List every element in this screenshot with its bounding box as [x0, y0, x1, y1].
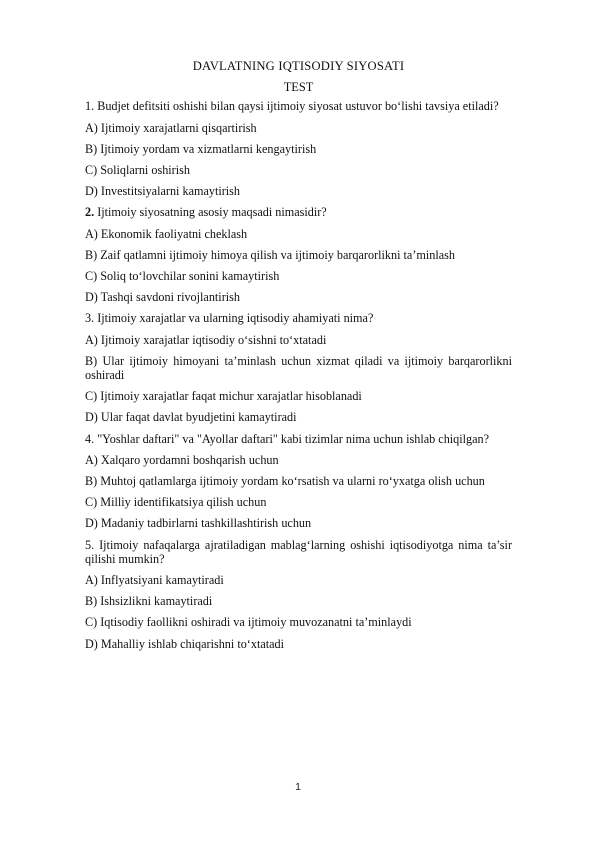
question-2-option-a: A) Ekonomik faoliyatni cheklash	[85, 226, 248, 241]
question-5-option-d: D) Mahalliy ishlab chiqarishni to‘xtatadi	[85, 636, 285, 651]
question-number: 2.	[85, 205, 95, 220]
question-number: 1.	[85, 99, 95, 114]
question-1-option-a: A) Ijtimoiy xarajatlarni qisqartirish	[85, 120, 257, 135]
question-text: Ijtimoiy xarajatlar va ularning iqtisodiy ahamiyati nima?	[97, 311, 374, 326]
question-1	[85, 99, 512, 113]
question-1-option-b: B) Ijtimoiy yordam va xizmatlarni kengaytirish	[85, 141, 317, 156]
question-number: 4.	[85, 431, 95, 446]
question-text: Ijtimoiy nafaqalarga ajratiladigan mablag‘larning oshishi iqtisodiyotga nima ta’sir qilishi mumkin?	[85, 537, 512, 566]
page-number: 1	[295, 781, 301, 793]
question-2-option-c: C) Soliq to‘lovchilar sonini kamaytirish	[85, 269, 280, 284]
question-3	[85, 311, 512, 325]
question-3-option-a: A) Ijtimoiy xarajatlar iqtisodiy o‘sishni to‘xtatadi	[85, 332, 327, 347]
question-4-option-c: C) Milliy identifikatsiya qilish uchun	[85, 495, 267, 510]
question-3-option-d: D) Ular faqat davlat byudjetini kamaytiradi	[85, 410, 297, 425]
document-title: DAVLATNING IQTISODIY SIYOSATI	[192, 59, 405, 73]
question-1-option-c: C) Soliqlarni oshirish	[85, 163, 190, 178]
question-5	[85, 538, 512, 566]
question-1-option-d: D) Investitsiyalarni kamaytirish	[85, 184, 241, 199]
question-5-option-a: A) Inflyatsiyani kamaytiradi	[85, 573, 224, 588]
question-4-option-b: B) Muhtoj qatlamlarga ijtimoiy yordam ko‘rsatish va ularni ro‘yxatga olish uchun	[85, 474, 485, 489]
document-content	[85, 59, 512, 658]
question-number: 5.	[85, 537, 95, 552]
question-3-option-b: B) Ular ijtimoiy himoyani ta’minlash uchun xizmat qiladi va ijtimoiy barqarorlikni oshiradi	[85, 353, 512, 383]
question-4-option-a: A) Xalqaro yordamni boshqarish uchun	[85, 452, 279, 467]
question-5-option-b: B) Ishsizlikni kamaytiradi	[85, 594, 213, 609]
question-number: 3.	[85, 311, 95, 326]
question-3-option-c: C) Ijtimoiy xarajatlar faqat michur xarajatlar hisoblanadi	[85, 389, 362, 404]
question-2-option-d: D) Tashqi savdoni rivojlantirish	[85, 290, 240, 305]
question-2-option-b: B) Zaif qatlamni ijtimoiy himoya qilish va ijtimoiy barqarorlikni ta’minlash	[85, 247, 455, 262]
question-2	[85, 205, 512, 219]
question-5-option-c: C) Iqtisodiy faollikni oshiradi va ijtimoiy muvozanatni ta’minlaydi	[85, 615, 412, 630]
document-subtitle: TEST	[283, 80, 314, 95]
question-4-option-d: D) Madaniy tadbirlarni tashkillashtirish uchun	[85, 516, 312, 531]
question-4	[85, 432, 512, 446]
question-text: Ijtimoiy siyosatning asosiy maqsadi nimasidir?	[97, 205, 327, 220]
question-text: "Yoshlar daftari" va "Ayollar daftari" kabi tizimlar nima uchun ishlab chiqilgan?	[97, 431, 490, 446]
question-text: Budjet defitsiti oshishi bilan qaysi ijtimoiy siyosat ustuvor bo‘lishi tavsiya etiladi?	[97, 99, 499, 114]
